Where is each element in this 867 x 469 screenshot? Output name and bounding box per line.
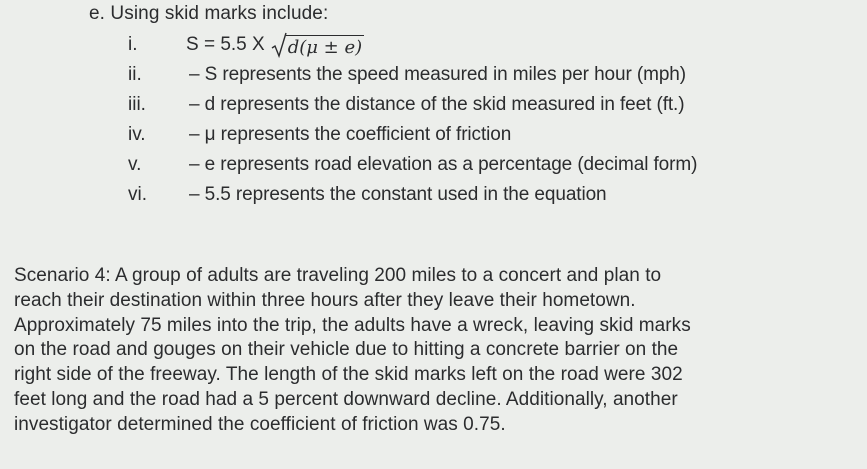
list-numeral-ii: ii.: [128, 64, 142, 85]
scenario-line: feet long and the road had a 5 percent downward decline. Additionally, another: [14, 388, 678, 410]
definition-speed: – S represents the speed measured in miles per hour (mph): [189, 64, 686, 85]
formula-radicand: d(μ ± e): [287, 37, 363, 58]
formula-lhs: S = 5.5 X: [186, 34, 265, 55]
definition-elevation: – e represents road elevation as a percentage (decimal form): [189, 154, 698, 175]
definition-constant: – 5.5 represents the constant used in the equation: [189, 184, 607, 205]
square-root: [271, 32, 364, 58]
section-heading: e. Using skid marks include:: [89, 3, 329, 24]
definition-friction: – μ represents the coefficient of friction: [189, 124, 512, 145]
radical-sign-icon: [271, 32, 287, 58]
skid-speed-formula: [186, 32, 364, 58]
scenario-paragraph: [14, 264, 864, 438]
definition-distance: – d represents the distance of the skid measured in feet (ft.): [189, 94, 685, 115]
scenario-line: Approximately 75 miles into the trip, the adults have a wreck, leaving skid marks: [14, 314, 691, 336]
list-numeral-iii: iii.: [128, 94, 146, 115]
scenario-line: reach their destination within three hours after they leave their hometown.: [14, 289, 636, 311]
list-numeral-vi: vi.: [128, 184, 147, 205]
scenario-line: investigator determined the coefficient of friction was 0.75.: [14, 413, 506, 435]
list-numeral-v: v.: [128, 154, 142, 175]
list-numeral-i: i.: [128, 34, 138, 55]
scenario-line: right side of the freeway. The length of the skid marks left on the road were 302: [14, 364, 683, 386]
scenario-line: Scenario 4: A group of adults are traveling 200 miles to a concert and plan to: [14, 265, 662, 286]
list-numeral-iv: iv.: [128, 124, 146, 145]
scenario-line: on the road and gouges on their vehicle due to hitting a concrete barrier on the: [14, 339, 679, 361]
